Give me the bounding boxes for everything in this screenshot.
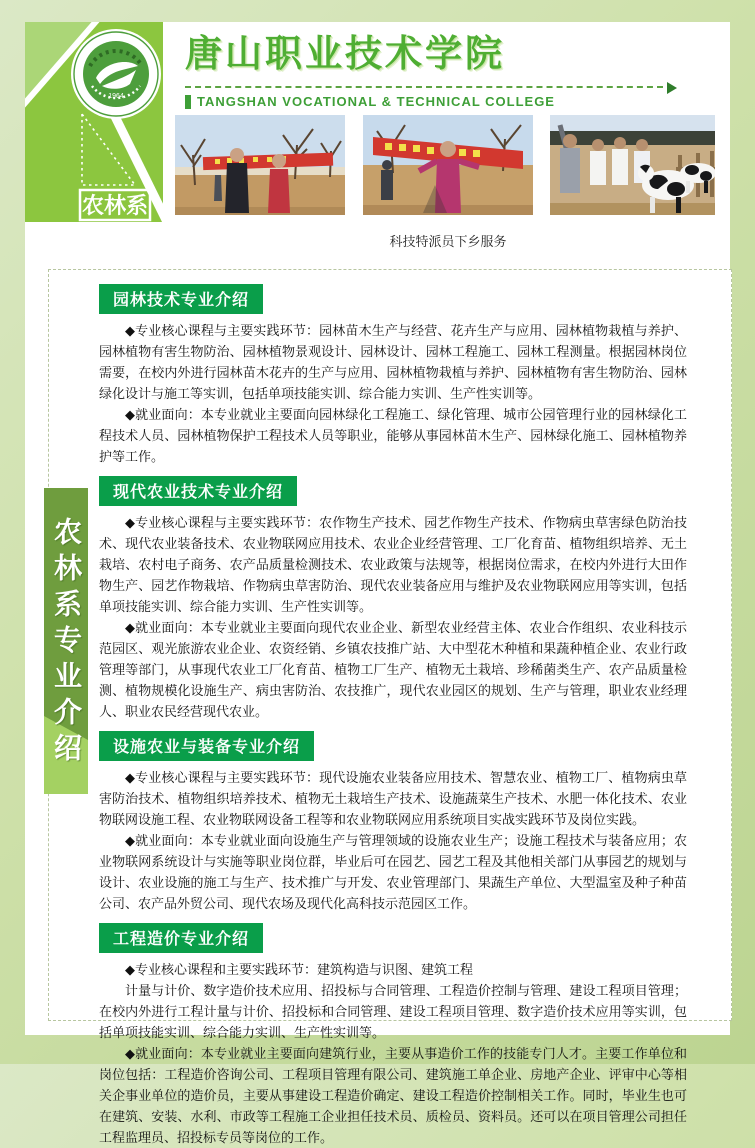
side-ribbon-label: 农林系专业介绍 bbox=[51, 517, 82, 769]
section-title: 设施农业与装备专业介绍 bbox=[99, 731, 314, 761]
section-paragraphs bbox=[99, 320, 687, 467]
section-paragraphs bbox=[99, 959, 687, 1148]
photo-caption: 科技特派员下乡服务 bbox=[389, 234, 507, 249]
department-badge-label: 农林系 bbox=[81, 193, 149, 218]
section-paragraph: ◆专业核心课程与主要实践环节：园林苗木生产与经营、花卉生产与应用、园林植物栽植与养护、园林植物有害生物防治、园林植物景观设计、园林设计、园林工程施工、园林工程测量。根据园林岗位需要，在校内外进行园林苗木花卉的生产与应用、园林植物栽植与养护、园林植物有害生物防治、园林绿化设计与施工等实训，包括单项技能实训、综合能力实训、生产性实训等。 bbox=[99, 323, 687, 401]
major-section bbox=[99, 923, 687, 1148]
section-paragraph: ◆专业核心课程与主要实践环节：农作物生产技术、园艺作物生产技术、作物病虫草害绿色防治技术、现代农业装备技术、农业物联网应用技术、农业企业经营管理、工厂化育苗、植物组织培养、无土栽培、农村电子商务、农产品质量检测技术、农业政策与法规等，根据岗位需求，在校内外进行大田作物生产、园艺作物栽培、作物病虫草害防治、现代农业装备应用与维护及农业物联网应用等实训，包括单项技能实训、综合能力实训、生产性实训等。 bbox=[99, 515, 687, 614]
section-title: 园林技术专业介绍 bbox=[99, 284, 263, 314]
header bbox=[185, 34, 710, 109]
college-name-en: TANGSHAN VOCATIONAL & TECHNICAL COLLEGE bbox=[185, 95, 710, 109]
svg-text:1964: 1964 bbox=[108, 93, 124, 100]
section-paragraph: ◆就业面向：本专业就业主要面向建筑行业，主要从事造价工作的技能专门人才。主要工作单位和岗位包括：工程造价咨询公司、工程项目管理有限公司、建筑施工单企业、房地产企业、评审中心等相关企事业单位的造价员，主要从事建设工程造价确定、建设工程造价控制相关工作。同时，毕业生也可在建筑、安装、水利、市政等工程施工企业担任技术员、质检员、资料员。还可以在项目管理公司担任工程监理员、招投标专员等岗位的工作。 bbox=[99, 1046, 687, 1145]
majors-card bbox=[48, 269, 732, 1145]
section-title: 工程造价专业介绍 bbox=[99, 923, 263, 953]
header-dashed-divider bbox=[185, 82, 677, 92]
photo-cattle-service bbox=[550, 115, 715, 215]
photo-orchard-training bbox=[363, 115, 533, 215]
section-paragraph: ◆就业面向：本专业就业主要面向园林绿化工程施工、绿化管理、城市公园管理行业的园林绿化工程技术人员、园林植物保护工程技术人员等职业，能够从事园林苗木生产、园林绿化施工、园林植物养护等工作。 bbox=[99, 407, 687, 464]
section-title: 现代农业技术专业介绍 bbox=[99, 476, 297, 506]
section-paragraph: ◆就业面向：本专业就业主要面向现代农业企业、新型农业经营主体、农业合作组织、农业科技示范园区、观光旅游农业企业、农资经销、乡镇农技推广站、大中型花木种植和果蔬种植企业、农业行政管理等部门，从事现代农业工厂化育苗、植物工厂生产、植物无土栽培、珍稀菌类生产、农产品质量检测、植物规模化设施生产、病虫害防治、农技推广，现代农业园区的规划、生产与管理，职业农业经理人、职业农民经营现代农业。 bbox=[99, 620, 687, 719]
arrow-right-icon bbox=[667, 82, 677, 94]
section-paragraph: ◆就业面向：本专业就业面向设施生产与管理领域的设施农业生产；设施工程技术与装备应用；农业物联网系统设计与实施等职业岗位群，毕业后可在园艺、园艺工程及其他相关部门从事园艺的规划与设计、农业设施的施工与生产、技术推广与开发、农业管理部门、果蔬生产单位、大型温室及种子种苗公司、农产品外贸公司、现代农场及现代化高科技示范园区工作。 bbox=[99, 833, 687, 911]
photo-orchard-visit bbox=[175, 115, 345, 215]
section-paragraph: 计量与计价、数字造价技术应用、招投标与合同管理、工程造价控制与管理、建设工程项目管理；在校内外进行工程计量与计价、招投标和合同管理、建设工程项目管理、数字造价技术应用等实训，包括单项技能实训、综合能力实训、生产性实训等。 bbox=[99, 983, 687, 1040]
sections bbox=[99, 284, 687, 1148]
major-section bbox=[99, 476, 687, 722]
major-section bbox=[99, 284, 687, 467]
college-seal-icon bbox=[70, 28, 162, 120]
brochure-page bbox=[25, 22, 730, 1145]
dashed-line bbox=[185, 86, 663, 88]
college-name-cn: 唐山职业技术学院 bbox=[185, 33, 505, 74]
major-section bbox=[99, 731, 687, 914]
section-paragraph: ◆专业核心课程和主要实践环节：建筑构造与识图、建筑工程 bbox=[125, 962, 473, 977]
section-paragraphs bbox=[99, 767, 687, 914]
section-paragraph: ◆专业核心课程与主要实践环节：现代设施农业装备应用技术、智慧农业、植物工厂、植物病虫草害防治技术、植物组织培养技术、植物无土栽培生产技术、设施蔬菜生产技术、水肥一体化技术、农业物联网设施工程、农业物联网设备工程等和农业物联网应用系统项目实战实践环节及岗位实践。 bbox=[99, 770, 687, 827]
section-paragraphs bbox=[99, 512, 687, 722]
side-ribbon bbox=[44, 488, 88, 794]
